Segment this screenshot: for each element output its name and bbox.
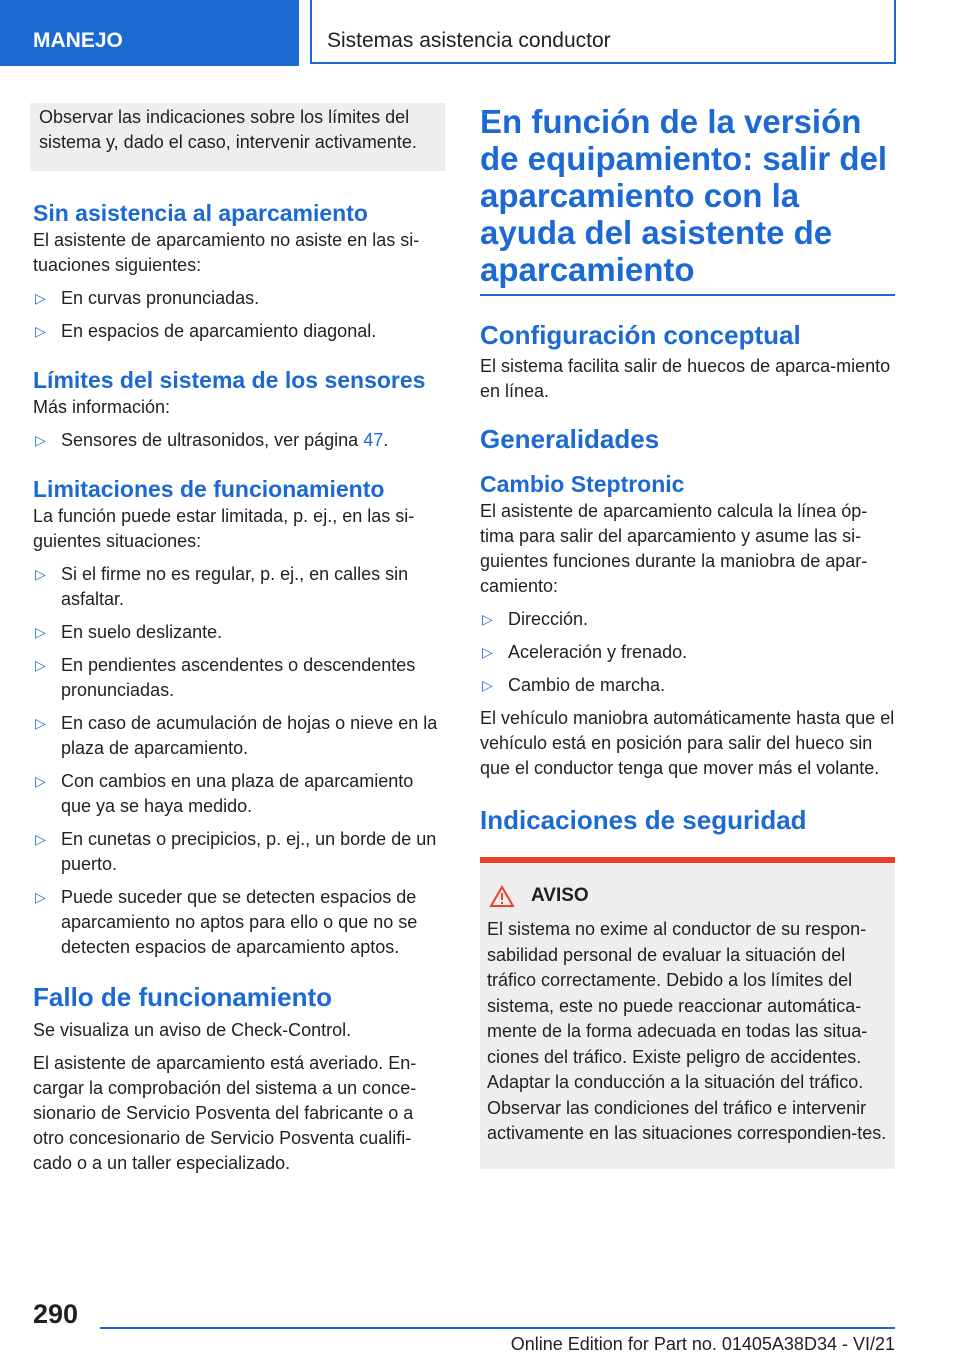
limites-list <box>33 428 447 453</box>
triangle-bullet-icon: ▷ <box>35 290 46 306</box>
heading-limitaciones: Limitaciones de funcionamiento <box>33 476 385 502</box>
warning-text: El sistema no exime al conductor de su respon-sabilidad personal de evaluar la situación del tráfico correctamente. Debido a los límites del sistema, este no puede reaccionar automática-mente de la forma adecuada en todas las situa-ciones del tráfico. Existe peligro de accidentes. Adaptar la conducción a la situación del tráfico. Observar las condiciones del tráfico e intervenir activamente en las situaciones correspondien-tes. <box>487 919 887 1143</box>
main-title: En función de la versión de equipamiento: salir del aparcamiento con la ayuda del asistente de aparcamiento <box>480 103 895 296</box>
heading-limites-sensores: Límites del sistema de los sensores <box>33 367 426 393</box>
heading-generalidades: Generalidades <box>480 424 660 454</box>
steptronic-text: El asistente de aparcamiento calcula la línea óp-tima para salir del aparcamiento y asume las si-guientes funciones durante la maniobra de apar-camiento: <box>480 501 868 596</box>
list-item: ▷ Cambio de marcha. <box>480 673 895 698</box>
list-item: ▷ Puede suceder que se detecten espacios de aparcamiento no aptos para ello o que no se detecten espacios de aparcamiento aptos. <box>35 887 418 957</box>
vehicle-text: El vehículo maniobra automáticamente hasta que el vehículo está en posición para salir del hueco sin que el conductor tenga que mover más el volante. <box>480 708 895 778</box>
list-item: ▷ Sensores de ultrasonidos, ver página 47. <box>33 428 447 453</box>
triangle-bullet-icon: ▷ <box>35 657 46 673</box>
warning-box <box>480 857 895 1169</box>
header-chapter-label: Sistemas asistencia conductor <box>327 29 611 52</box>
limites-text: Más información: <box>33 397 171 417</box>
right-column <box>480 103 895 1169</box>
heading-seguridad: Indicaciones de seguridad <box>480 805 807 835</box>
triangle-bullet-icon: ▷ <box>35 715 46 731</box>
triangle-bullet-icon: ▷ <box>482 644 493 660</box>
heading-configuracion: Configuración conceptual <box>480 320 801 350</box>
list-item: ▷ Aceleración y frenado. <box>480 640 895 665</box>
footer-edition: Online Edition for Part no. 01405A38D34 - VI/21 <box>510 1334 895 1354</box>
list-item: ▷ En cunetas o precipicios, p. ej., un borde de un puerto. <box>35 829 437 874</box>
list-item: ▷ En pendientes ascendentes o descendentes pronunciadas. <box>35 655 416 700</box>
steptronic-list <box>480 607 895 698</box>
triangle-bullet-icon: ▷ <box>482 677 493 693</box>
limitaciones-list <box>33 562 447 960</box>
footer-divider <box>100 1327 895 1329</box>
list-item: ▷ En curvas pronunciadas. <box>33 286 447 311</box>
list-item: ▷ En suelo deslizante. <box>33 620 447 645</box>
triangle-bullet-icon: ▷ <box>482 611 493 627</box>
triangle-bullet-icon: ▷ <box>35 773 46 789</box>
heading-sin-asistencia: Sin asistencia al aparcamiento <box>33 200 368 226</box>
header-chapter-box <box>310 0 896 64</box>
heading-fallo: Fallo de funcionamiento <box>33 982 333 1012</box>
config-text: El sistema facilita salir de huecos de aparca-miento en línea. <box>480 356 891 401</box>
sin-asistencia-text: El asistente de aparcamiento no asiste en las si-tuaciones siguientes: <box>33 230 420 275</box>
triangle-bullet-icon: ▷ <box>35 432 46 448</box>
triangle-bullet-icon: ▷ <box>35 624 46 640</box>
limitaciones-text: La función puede estar limitada, p. ej., en las si-guientes situaciones: <box>33 506 415 551</box>
warning-heading <box>487 883 887 909</box>
list-item: ▷ Dirección. <box>480 607 895 632</box>
left-column <box>33 103 447 1176</box>
sin-asistencia-list <box>33 286 447 344</box>
page-number: 290 <box>33 1299 79 1329</box>
list-item: ▷ En caso de acumulación de hojas o nieve en la plaza de aparcamiento. <box>35 713 438 758</box>
note-text: Observar las indicaciones sobre los límites del sistema y, dado el caso, intervenir activamente. <box>39 107 417 152</box>
triangle-bullet-icon: ▷ <box>35 889 46 905</box>
list-item: ▷ En espacios de aparcamiento diagonal. <box>33 319 447 344</box>
page-link[interactable]: 47 <box>363 430 384 450</box>
fallo-text-2: El asistente de aparcamiento está averiado. En-cargar la comprobación del sistema a un conce-sionario de Servicio Posventa del fabricante o a otro concesionario de Servicio Posventa cualifi-cado o a un taller especializado. <box>33 1053 417 1173</box>
header-section-tab <box>0 0 299 66</box>
note-box <box>30 103 445 171</box>
triangle-bullet-icon: ▷ <box>35 566 46 582</box>
triangle-bullet-icon: ▷ <box>35 323 46 339</box>
warning-label: AVISO <box>531 885 589 906</box>
heading-steptronic: Cambio Steptronic <box>480 471 685 497</box>
list-item: ▷ Con cambios en una plaza de aparcamiento que ya se haya medido. <box>35 771 414 816</box>
warning-triangle-icon <box>489 885 515 908</box>
triangle-bullet-icon: ▷ <box>35 831 46 847</box>
list-item: ▷ Si el firme no es regular, p. ej., en calles sin asfaltar. <box>35 564 409 609</box>
header-section-label: MANEJO <box>33 29 123 52</box>
fallo-text-1: Se visualiza un aviso de Check-Control. <box>33 1020 352 1040</box>
